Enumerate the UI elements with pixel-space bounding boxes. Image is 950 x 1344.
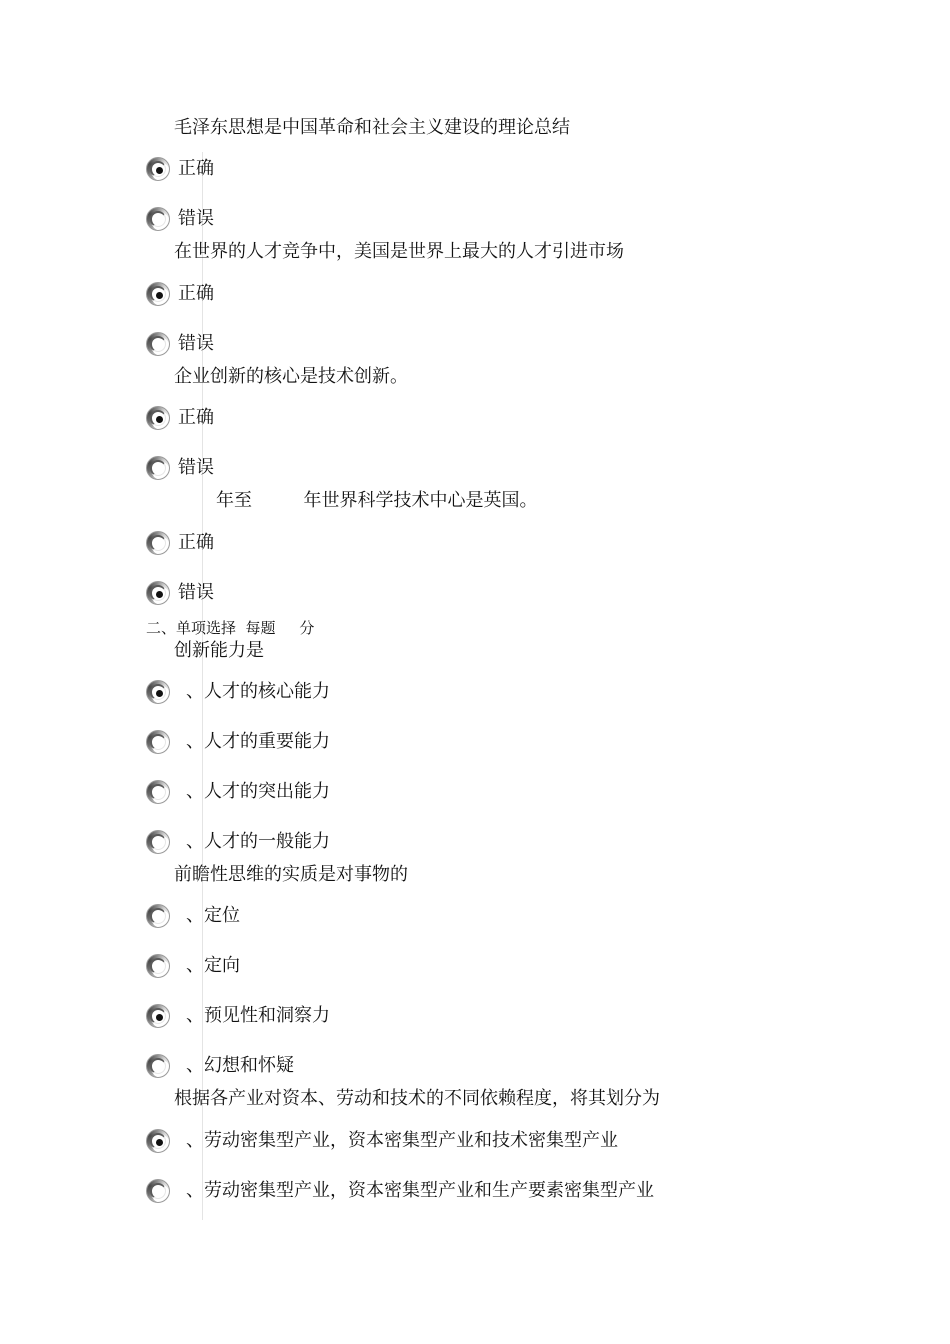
option-false[interactable] bbox=[146, 329, 214, 359]
option-label: 、劳动密集型产业，资本密集型产业和技术密集型产业 bbox=[186, 1130, 618, 1151]
option-label: 正确 bbox=[178, 407, 214, 428]
option-label: 、人才的一般能力 bbox=[186, 831, 330, 852]
radio-checked-icon[interactable] bbox=[146, 680, 170, 704]
radio-unchecked-icon[interactable] bbox=[146, 730, 170, 754]
radio-checked-icon[interactable] bbox=[146, 406, 170, 430]
choice-option-d[interactable] bbox=[146, 1051, 294, 1081]
choice-option-c[interactable] bbox=[146, 1001, 330, 1031]
option-false[interactable] bbox=[146, 453, 214, 483]
option-label: 错误 bbox=[178, 333, 214, 354]
radio-unchecked-icon[interactable] bbox=[146, 207, 170, 231]
option-label: 、人才的突出能力 bbox=[186, 781, 330, 802]
choice-option-b[interactable] bbox=[146, 727, 330, 757]
question-text: 毛泽东思想是中国革命和社会主义建设的理论总结 bbox=[174, 117, 570, 138]
radio-unchecked-icon[interactable] bbox=[146, 531, 170, 555]
choice-option-a[interactable] bbox=[146, 1126, 618, 1156]
choice-option-d[interactable] bbox=[146, 827, 330, 857]
option-true[interactable] bbox=[146, 154, 214, 184]
radio-unchecked-icon[interactable] bbox=[146, 456, 170, 480]
radio-unchecked-icon[interactable] bbox=[146, 332, 170, 356]
option-true[interactable] bbox=[146, 403, 214, 433]
radio-unchecked-icon[interactable] bbox=[146, 1179, 170, 1203]
radio-unchecked-icon[interactable] bbox=[146, 830, 170, 854]
option-label: 、定位 bbox=[186, 905, 240, 926]
option-label: 错误 bbox=[178, 457, 214, 478]
question-text: 在世界的人才竞争中，美国是世界上最大的人才引进市场 bbox=[174, 241, 624, 262]
question-text: 前瞻性思维的实质是对事物的 bbox=[174, 864, 408, 885]
radio-checked-icon[interactable] bbox=[146, 1129, 170, 1153]
radio-checked-icon[interactable] bbox=[146, 1004, 170, 1028]
radio-checked-icon[interactable] bbox=[146, 282, 170, 306]
choice-option-b[interactable] bbox=[146, 951, 240, 981]
option-label: 、预见性和洞察力 bbox=[186, 1005, 330, 1026]
option-label: 、定向 bbox=[186, 955, 240, 976]
radio-unchecked-icon[interactable] bbox=[146, 904, 170, 928]
choice-option-a[interactable] bbox=[146, 901, 240, 931]
option-label: 、幻想和怀疑 bbox=[186, 1055, 294, 1076]
choice-option-b[interactable] bbox=[146, 1176, 654, 1206]
option-label: 错误 bbox=[178, 582, 214, 603]
option-label: 、人才的核心能力 bbox=[186, 681, 330, 702]
option-label: 、劳动密集型产业，资本密集型产业和生产要素密集型产业 bbox=[186, 1180, 654, 1201]
radio-unchecked-icon[interactable] bbox=[146, 780, 170, 804]
question-text: 企业创新的核心是技术创新。 bbox=[174, 366, 408, 387]
radio-unchecked-icon[interactable] bbox=[146, 954, 170, 978]
question-text: 年至 年世界科学技术中心是英国。 bbox=[216, 490, 538, 511]
choice-option-c[interactable] bbox=[146, 777, 330, 807]
radio-unchecked-icon[interactable] bbox=[146, 1054, 170, 1078]
question-text: 创新能力是 bbox=[174, 640, 264, 661]
option-true[interactable] bbox=[146, 279, 214, 309]
option-label: 错误 bbox=[178, 208, 214, 229]
option-label: 正确 bbox=[178, 532, 214, 553]
option-label: 正确 bbox=[178, 158, 214, 179]
choice-option-a[interactable] bbox=[146, 677, 330, 707]
option-label: 、人才的重要能力 bbox=[186, 731, 330, 752]
option-false[interactable] bbox=[146, 204, 214, 234]
option-false[interactable] bbox=[146, 578, 214, 608]
radio-checked-icon[interactable] bbox=[146, 581, 170, 605]
question-text: 根据各产业对资本、劳动和技术的不同依赖程度，将其划分为 bbox=[174, 1088, 660, 1109]
option-true[interactable] bbox=[146, 528, 214, 558]
radio-checked-icon[interactable] bbox=[146, 157, 170, 181]
section-heading: 二、单项选择 每题 分 bbox=[146, 619, 315, 637]
option-label: 正确 bbox=[178, 283, 214, 304]
